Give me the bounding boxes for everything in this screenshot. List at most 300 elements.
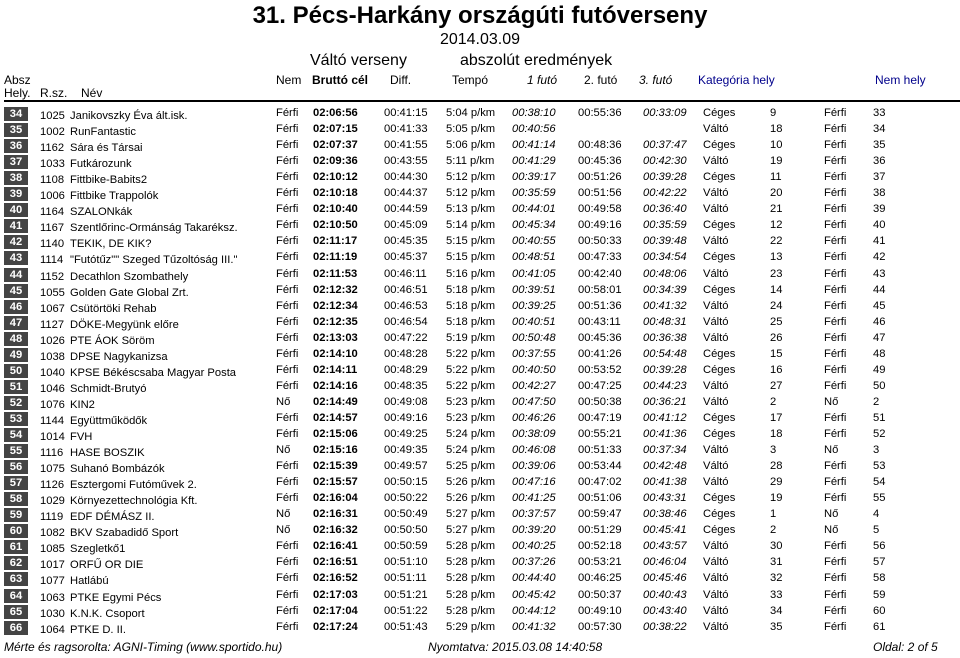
bib-number: 1025 xyxy=(40,110,65,122)
runner1-time: 00:39:20 xyxy=(512,524,556,537)
team-name: Csütörtöki Rehab xyxy=(70,302,157,315)
gender: Férfi xyxy=(824,379,847,392)
position-badge: 60 xyxy=(4,524,28,538)
pace: 5:11 p/km xyxy=(446,155,495,168)
table-row xyxy=(0,459,960,475)
category-pos: 22 xyxy=(770,235,783,248)
runner2-time: 00:51:29 xyxy=(578,524,622,537)
gender: Férfi xyxy=(824,331,847,344)
runner3-time: 00:42:48 xyxy=(643,460,687,473)
runner2-time: 00:51:56 xyxy=(578,187,622,200)
gender: Férfi xyxy=(824,540,847,553)
gross-time: 02:16:41 xyxy=(313,540,358,553)
category: Céges xyxy=(703,139,736,152)
gross-time: 02:17:24 xyxy=(313,620,358,633)
team-name: FVH xyxy=(70,431,93,443)
gross-time: 02:13:03 xyxy=(313,331,358,344)
gender-pos: 36 xyxy=(873,155,886,168)
sex: Férfi xyxy=(276,251,299,264)
header-runner3: 3. futó xyxy=(639,73,673,87)
bib-number: 1002 xyxy=(40,126,65,139)
category: Váltó xyxy=(703,155,729,168)
time-diff: 00:51:21 xyxy=(384,588,428,601)
runner1-time: 00:39:06 xyxy=(512,460,556,473)
table-row xyxy=(0,588,960,604)
sex: Férfi xyxy=(276,460,299,473)
gender: Férfi xyxy=(824,492,847,505)
category: Céges xyxy=(703,219,736,232)
position-badge: 64 xyxy=(4,589,28,603)
gender: Férfi xyxy=(824,187,847,200)
sex: Férfi xyxy=(276,492,299,505)
sex: Férfi xyxy=(276,620,299,633)
header-rule xyxy=(4,100,960,102)
pace: 5:25 p/km xyxy=(446,460,496,473)
time-diff: 00:41:33 xyxy=(384,123,428,136)
runner3-time: 00:43:40 xyxy=(643,604,687,617)
category: Váltó xyxy=(703,203,729,216)
bib-number: 1017 xyxy=(40,559,65,572)
table-row xyxy=(0,234,960,250)
gender-pos: 41 xyxy=(873,235,886,248)
runner2-time: 00:51:26 xyxy=(578,171,622,184)
runner2-time: 00:53:52 xyxy=(578,363,622,376)
bib-number: 1126 xyxy=(40,479,65,492)
runner2-time: 00:51:36 xyxy=(578,299,622,312)
runner3-time: 00:44:23 xyxy=(643,379,687,392)
runner2-time: 00:46:25 xyxy=(578,572,622,585)
pace: 5:26 p/km xyxy=(446,492,496,505)
bib-number: 1046 xyxy=(40,382,65,395)
runner3-time: 00:41:36 xyxy=(643,428,687,440)
header-diff: Diff. xyxy=(390,73,412,87)
pace: 5:23 p/km xyxy=(446,395,496,408)
bib-number: 1075 xyxy=(40,463,65,476)
position-badge: 38 xyxy=(4,171,28,185)
team-name: Hatlábú xyxy=(70,575,109,588)
time-diff: 00:51:43 xyxy=(384,620,428,633)
pace: 5:27 p/km xyxy=(446,508,496,521)
runner1-time: 00:48:51 xyxy=(512,251,556,264)
pace: 5:24 p/km xyxy=(446,428,496,440)
time-diff: 00:46:51 xyxy=(384,283,428,296)
position-badge: 62 xyxy=(4,556,28,570)
gender: Férfi xyxy=(824,139,847,152)
team-name: Golden Gate Global Zrt. xyxy=(70,286,189,299)
bib-number: 1076 xyxy=(40,398,65,411)
category-pos: 1 xyxy=(770,508,777,521)
table-row xyxy=(0,443,960,459)
category: Váltó xyxy=(703,476,729,489)
runner3-time: 00:37:34 xyxy=(643,444,687,457)
runner1-time: 00:38:09 xyxy=(512,428,556,440)
team-name: Környezettechnológia Kft. xyxy=(70,495,198,508)
runner3-time: 00:54:48 xyxy=(643,347,687,360)
runner3-time: 00:41:38 xyxy=(643,476,687,489)
category-pos: 24 xyxy=(770,299,783,312)
category-pos: 31 xyxy=(770,556,783,569)
runner2-time: 00:53:44 xyxy=(578,460,622,473)
category: Váltó xyxy=(703,444,729,457)
runner3-time: 00:43:31 xyxy=(643,492,687,505)
table-row xyxy=(0,539,960,555)
gender: Férfi xyxy=(824,299,847,312)
table-row xyxy=(0,379,960,395)
gross-time: 02:14:49 xyxy=(313,395,358,408)
bib-number: 1108 xyxy=(40,174,65,187)
table-row xyxy=(0,138,960,154)
sex: Nő xyxy=(276,395,291,408)
pace: 5:28 p/km xyxy=(446,556,496,569)
category-pos: 34 xyxy=(770,604,783,617)
bib-number: 1116 xyxy=(40,447,64,460)
category: Céges xyxy=(703,524,736,537)
bib-number: 1077 xyxy=(40,575,65,588)
gender-pos: 51 xyxy=(873,411,886,424)
gross-time: 02:11:17 xyxy=(313,235,358,248)
table-row xyxy=(0,331,960,347)
subtitle-relay: Váltó verseny xyxy=(310,52,407,69)
team-name: Szegletkő1 xyxy=(70,543,126,556)
category: Céges xyxy=(703,428,736,440)
gross-time: 02:15:06 xyxy=(313,428,358,440)
gender-pos: 50 xyxy=(873,379,886,392)
runner2-time: 00:50:38 xyxy=(578,395,622,408)
runner2-time: 00:55:36 xyxy=(578,107,622,119)
time-diff: 00:44:30 xyxy=(384,171,428,184)
time-diff: 00:41:55 xyxy=(384,139,428,152)
sex: Férfi xyxy=(276,155,299,168)
table-row xyxy=(0,571,960,587)
runner1-time: 00:40:50 xyxy=(512,363,556,376)
bib-number: 1026 xyxy=(40,334,65,347)
pace: 5:15 p/km xyxy=(446,251,496,264)
runner3-time: 00:40:43 xyxy=(643,588,687,601)
pace: 5:13 p/km xyxy=(446,203,496,216)
time-diff: 00:48:35 xyxy=(384,379,428,392)
table-row xyxy=(0,395,960,411)
pace: 5:22 p/km xyxy=(446,347,496,360)
category: Váltó xyxy=(703,235,729,248)
runner2-time: 00:57:30 xyxy=(578,620,622,633)
runner3-time: 00:34:39 xyxy=(643,283,687,296)
bib-number: 1140 xyxy=(40,238,65,251)
pace: 5:22 p/km xyxy=(446,379,496,392)
gender-pos: 58 xyxy=(873,572,886,585)
runner1-time: 00:40:56 xyxy=(512,123,556,136)
pace: 5:15 p/km xyxy=(446,235,496,248)
sex: Férfi xyxy=(276,171,299,184)
category-pos: 30 xyxy=(770,540,783,553)
time-diff: 00:49:25 xyxy=(384,428,428,440)
category: Váltó xyxy=(703,395,729,408)
gender-pos: 40 xyxy=(873,219,886,232)
sex: Férfi xyxy=(276,235,299,248)
header-hely: Hely. xyxy=(4,86,31,100)
pace: 5:28 p/km xyxy=(446,540,496,553)
runner3-time: 00:41:32 xyxy=(643,299,687,312)
subtitle-results: abszolút eredmények xyxy=(460,52,613,69)
position-badge: 51 xyxy=(4,380,28,394)
gross-time: 02:15:39 xyxy=(313,460,358,473)
gender: Férfi xyxy=(824,251,847,264)
gender-pos: 60 xyxy=(873,604,886,617)
header-category: Kategória hely xyxy=(698,73,775,87)
gross-time: 02:07:37 xyxy=(313,139,358,152)
pace: 5:12 p/km xyxy=(446,187,496,200)
runner3-time: 00:34:54 xyxy=(643,251,687,264)
runner3-time: 00:48:31 xyxy=(643,315,687,328)
sex: Férfi xyxy=(276,203,299,216)
sex: Férfi xyxy=(276,219,299,232)
time-diff: 00:46:53 xyxy=(384,299,428,312)
sex: Férfi xyxy=(276,123,299,136)
runner3-time: 00:36:38 xyxy=(643,331,687,344)
runner1-time: 00:46:26 xyxy=(512,411,556,424)
gender-pos: 38 xyxy=(873,187,886,200)
runner1-time: 00:40:51 xyxy=(512,315,556,328)
gender: Férfi xyxy=(824,460,847,473)
header-runner2: 2. futó xyxy=(584,73,618,87)
runner2-time: 00:58:01 xyxy=(578,283,622,296)
gender-pos: 44 xyxy=(873,283,886,296)
position-badge: 55 xyxy=(4,444,28,458)
category-pos: 19 xyxy=(770,492,783,505)
pace: 5:18 p/km xyxy=(446,315,496,328)
time-diff: 00:50:15 xyxy=(384,476,428,489)
gross-time: 02:14:11 xyxy=(313,363,358,376)
team-name: PTKE D. II. xyxy=(70,623,126,636)
runner1-time: 00:41:25 xyxy=(512,492,556,505)
runner1-time: 00:41:05 xyxy=(512,267,556,280)
position-badge: 37 xyxy=(4,155,28,169)
gender: Férfi xyxy=(824,123,847,136)
bib-number: 1064 xyxy=(40,623,65,636)
table-row xyxy=(0,604,960,620)
table-row xyxy=(0,299,960,315)
category: Váltó xyxy=(703,620,729,633)
team-name: Együttműködők xyxy=(70,414,148,427)
pace: 5:22 p/km xyxy=(446,363,496,376)
runner3-time: 00:33:09 xyxy=(643,107,687,119)
sex: Férfi xyxy=(276,347,299,360)
gross-time: 02:10:18 xyxy=(313,187,358,200)
time-diff: 00:51:11 xyxy=(384,572,427,585)
gross-time: 02:16:31 xyxy=(313,508,358,521)
team-name: KIN2 xyxy=(70,398,95,411)
runner1-time: 00:41:29 xyxy=(512,155,556,168)
category-pos: 26 xyxy=(770,331,783,344)
position-badge: 52 xyxy=(4,396,28,410)
category: Váltó xyxy=(703,540,729,553)
gross-time: 02:16:51 xyxy=(313,556,358,569)
category-pos: 14 xyxy=(770,283,783,296)
runner2-time: 00:47:33 xyxy=(578,251,622,264)
category-pos: 2 xyxy=(770,524,777,537)
runner2-time: 00:51:06 xyxy=(578,492,622,505)
runner2-time: 00:55:21 xyxy=(578,428,622,440)
position-badge: 56 xyxy=(4,460,28,474)
time-diff: 00:50:50 xyxy=(384,524,428,537)
header-brutto: Bruttó cél xyxy=(312,73,369,87)
team-name: Futkározunk xyxy=(70,158,132,171)
position-badge: 63 xyxy=(4,572,28,586)
bib-number: 1040 xyxy=(40,366,65,379)
team-name: Sára és Társai xyxy=(70,142,143,155)
runner3-time: 00:39:28 xyxy=(643,171,687,184)
pace: 5:24 p/km xyxy=(446,444,496,457)
bib-number: 1055 xyxy=(40,286,65,299)
table-row xyxy=(0,170,960,186)
gender-pos: 46 xyxy=(873,315,886,328)
bib-number: 1006 xyxy=(40,190,65,203)
gender-pos: 35 xyxy=(873,139,886,152)
table-row xyxy=(0,186,960,202)
category: Váltó xyxy=(703,187,729,200)
gender-pos: 49 xyxy=(873,363,886,376)
runner3-time: 00:37:47 xyxy=(643,139,687,152)
category: Váltó xyxy=(703,460,729,473)
runner1-time: 00:35:59 xyxy=(512,187,556,200)
team-name: Fittbike Trappolók xyxy=(70,190,159,203)
gender: Férfi xyxy=(824,267,847,280)
runner2-time: 00:49:58 xyxy=(578,203,622,216)
bib-number: 1162 xyxy=(40,142,65,155)
position-badge: 45 xyxy=(4,284,28,298)
category-pos: 33 xyxy=(770,588,783,601)
runner1-time: 00:39:25 xyxy=(512,299,556,312)
gender-pos: 43 xyxy=(873,267,886,280)
team-name: RunFantastic xyxy=(70,126,136,139)
gross-time: 02:16:04 xyxy=(313,492,358,505)
table-row xyxy=(0,475,960,491)
gross-time: 02:14:57 xyxy=(313,411,358,424)
team-name: EDF DÉMÁSZ II. xyxy=(70,511,155,524)
gender-pos: 55 xyxy=(873,492,886,505)
table-row xyxy=(0,411,960,427)
runner1-time: 00:47:50 xyxy=(512,395,556,408)
position-badge: 54 xyxy=(4,428,28,442)
sex: Férfi xyxy=(276,363,299,376)
sex: Férfi xyxy=(276,331,299,344)
team-name: HASE BOSZIK xyxy=(70,447,145,460)
footer-timing: Mérte és ragsorolta: AGNI-Timing (www.sportido.hu) xyxy=(4,640,283,654)
gender-pos: 34 xyxy=(873,123,886,136)
team-name: Szentlőrinc-Ormánság Takaréksz. xyxy=(70,222,238,235)
gross-time: 02:16:32 xyxy=(313,524,358,537)
pace: 5:18 p/km xyxy=(446,299,496,312)
category-pos: 9 xyxy=(770,107,777,119)
position-badge: 35 xyxy=(4,123,28,137)
time-diff: 00:43:55 xyxy=(384,155,428,168)
gender: Nő xyxy=(824,524,839,537)
position-badge: 46 xyxy=(4,300,28,314)
pace: 5:29 p/km xyxy=(446,620,496,633)
gender-pos: 42 xyxy=(873,251,886,264)
time-diff: 00:46:54 xyxy=(384,315,428,328)
pace: 5:12 p/km xyxy=(446,171,496,184)
runner2-time: 00:42:40 xyxy=(578,267,622,280)
runner1-time: 00:40:55 xyxy=(512,235,556,248)
gender-pos: 45 xyxy=(873,299,886,312)
time-diff: 00:49:35 xyxy=(384,444,428,457)
runner3-time: 00:43:57 xyxy=(643,540,687,553)
runner2-time: 00:41:26 xyxy=(578,347,622,360)
gender: Férfi xyxy=(824,363,847,376)
runner2-time: 00:50:33 xyxy=(578,235,622,248)
position-badge: 36 xyxy=(4,139,28,153)
gender-pos: 57 xyxy=(873,556,886,569)
bib-number: 1014 xyxy=(40,431,65,443)
runner1-time: 00:37:26 xyxy=(512,556,556,569)
category-pos: 12 xyxy=(770,219,783,232)
bib-number: 1038 xyxy=(40,350,65,363)
category-pos: 20 xyxy=(770,187,783,200)
team-name: PTKE Egymi Pécs xyxy=(70,591,162,604)
runner1-time: 00:45:34 xyxy=(512,219,556,232)
runner2-time: 00:51:33 xyxy=(578,444,622,457)
runner2-time: 00:47:02 xyxy=(578,476,622,489)
table-row xyxy=(0,106,960,122)
runner3-time: 00:39:48 xyxy=(643,235,687,248)
runner1-time: 00:47:16 xyxy=(512,476,556,489)
category: Céges xyxy=(703,411,736,424)
gender-pos: 48 xyxy=(873,347,886,360)
category-pos: 18 xyxy=(770,123,783,136)
table-row xyxy=(0,250,960,266)
position-badge: 53 xyxy=(4,412,28,426)
gross-time: 02:12:34 xyxy=(313,299,358,312)
bib-number: 1085 xyxy=(40,543,65,556)
sex: Nő xyxy=(276,524,291,537)
header-tempo: Tempó xyxy=(452,73,489,87)
gender-pos: 47 xyxy=(873,331,886,344)
header-nev: Név xyxy=(81,86,103,100)
runner3-time: 00:39:28 xyxy=(643,363,687,376)
time-diff: 00:49:08 xyxy=(384,395,428,408)
sex: Férfi xyxy=(276,572,299,585)
runner3-time: 00:45:46 xyxy=(643,572,687,585)
gender: Férfi xyxy=(824,620,847,633)
sex: Férfi xyxy=(276,187,299,200)
runner2-time: 00:43:11 xyxy=(578,315,621,328)
gender-pos: 56 xyxy=(873,540,886,553)
time-diff: 00:51:22 xyxy=(384,604,428,617)
runner2-time: 00:49:10 xyxy=(578,604,622,617)
runner1-time: 00:42:27 xyxy=(512,379,556,392)
team-name: "Futótűz"" Szeged Tűzoltóság III." xyxy=(70,254,238,267)
category: Váltó xyxy=(703,556,729,569)
team-name: K.N.K. Csoport xyxy=(70,607,145,620)
gender: Nő xyxy=(824,508,839,521)
gender-pos: 52 xyxy=(873,428,886,440)
runner3-time: 00:38:46 xyxy=(643,508,687,521)
runner3-time: 00:48:06 xyxy=(643,267,687,280)
runner3-time: 00:36:40 xyxy=(643,203,687,216)
team-name: Janikovszky Éva ált.isk. xyxy=(70,110,188,122)
team-name: BKV Szabadidő Sport xyxy=(70,527,179,540)
gender: Férfi xyxy=(824,203,847,216)
gross-time: 02:12:35 xyxy=(313,315,358,328)
position-badge: 61 xyxy=(4,540,28,554)
category-pos: 15 xyxy=(770,347,783,360)
category-pos: 16 xyxy=(770,363,783,376)
runner2-time: 00:45:36 xyxy=(578,155,622,168)
team-name: ORFŰ OR DIE xyxy=(70,559,144,572)
runner2-time: 00:47:19 xyxy=(578,411,622,424)
category: Váltó xyxy=(703,604,729,617)
pace: 5:28 p/km xyxy=(446,604,496,617)
